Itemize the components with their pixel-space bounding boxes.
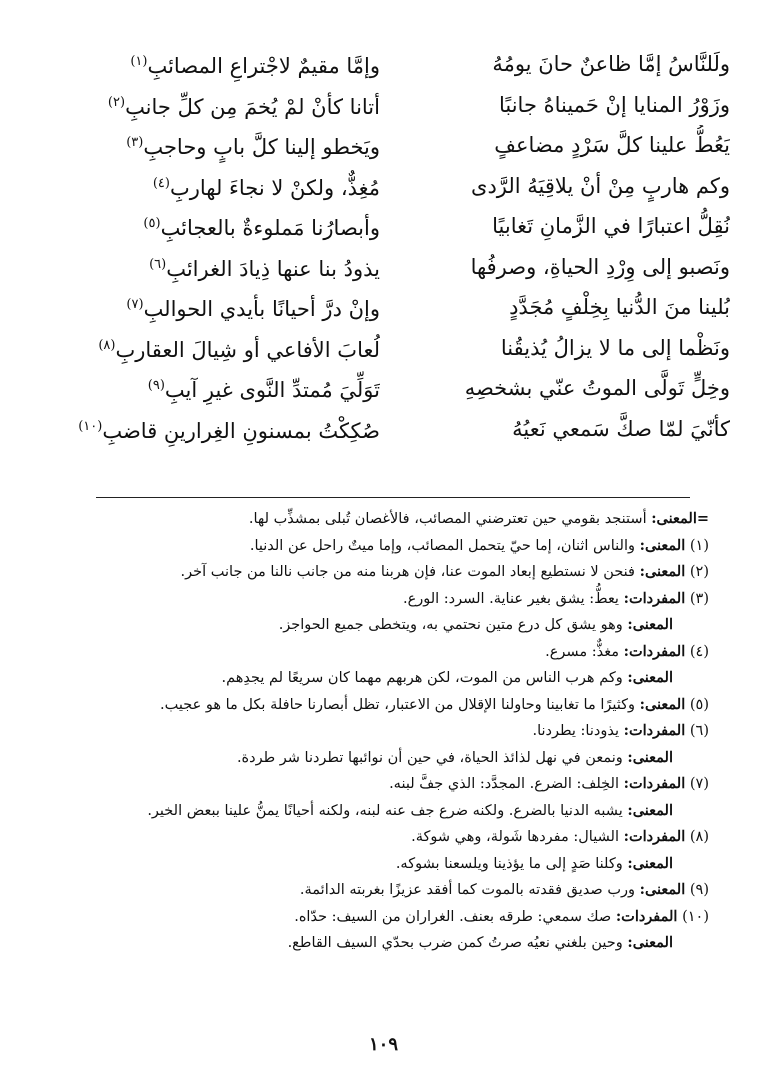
note-text: الخِلف: الضرع. المجدَّد: الذي جفَّ لبنه. (389, 776, 619, 792)
footnote-line (69, 851, 709, 878)
footnote-marker: (٢) (107, 94, 126, 110)
note-text: أستنجد بقومي حين تعترضني المصائب، فالأغصان تُبلى بمشذِّب لها. (248, 511, 647, 527)
footnote-line (69, 586, 709, 613)
poem (60, 44, 730, 449)
verse-second-hemistich (60, 366, 380, 410)
verse-second-hemistich (60, 83, 380, 127)
footnote-line (69, 771, 709, 798)
footnote-marker: (٨) (98, 337, 116, 353)
verse (60, 328, 730, 369)
verse-second-text: ويَخطو إلينا كلَّ بابٍ وحاجبِ (143, 135, 380, 160)
note-label: المفردات: (623, 722, 686, 739)
note-label: المفردات: (623, 589, 686, 607)
note-label: المعنى: (639, 695, 686, 713)
note-label: المفردات: (615, 907, 678, 925)
verse-second-text: مُغِذٌّ، ولكنْ لا نجاءَ لهاربِ (169, 175, 380, 200)
note-text: وكم هرب الناس من الموت، لكن هربهم مهما كان سريعًا لم يجدِهم. (221, 670, 623, 686)
verse (60, 44, 730, 85)
footnote-divider (96, 497, 690, 498)
verse-second-hemistich (60, 326, 380, 370)
note-label: المعنى: (639, 536, 686, 554)
footnote-line (69, 612, 709, 639)
note-label: المعنى: (639, 881, 686, 898)
footnote-line (69, 692, 709, 719)
footnote-line (69, 639, 709, 666)
footnote-marker: (٦) (149, 256, 167, 272)
footnote-marker: (١) (130, 54, 148, 70)
footnote-line (69, 559, 709, 586)
verse-second-hemistich (60, 407, 380, 451)
footnote-line (69, 877, 709, 904)
footnote-line (69, 533, 709, 560)
verse (60, 85, 730, 126)
footnote-line (69, 745, 709, 772)
verse (60, 368, 730, 409)
note-text: والناس اثنان، إما حيّ يتحمل المصائب، وإما ميتٌ راحل عن الدنيا. (249, 537, 635, 554)
note-text: مغذٌّ: مسرع. (545, 643, 619, 660)
verse-second-hemistich (60, 164, 380, 208)
verse (60, 125, 730, 166)
verse-first-hemistich: كأنّيَ لمّا صكَّ سَمعي نَعيُهُ (512, 416, 730, 441)
footnote-marker: (٣) (126, 135, 144, 151)
verse-second-hemistich (60, 285, 380, 329)
verse-second-text: يذودُ بنا عنها ذِيادَ الغرائبِ (166, 256, 380, 281)
verse-first-hemistich: وخِلٍّ تَولَّى الموتُ عنّي بشخصِهِ (464, 376, 730, 401)
note-label: =المعنى: (651, 510, 709, 527)
note-label: المعنى: (627, 801, 673, 819)
note-text: صك سمعي: طرقه بعنف. الغراران من السيف: حدّاه. (294, 908, 612, 925)
footnote-marker: (٤) (152, 175, 170, 191)
note-number: (٤) (689, 643, 709, 660)
footnote-line (69, 506, 709, 533)
note-label: المفردات: (623, 775, 686, 792)
note-text: وكلنا صَدٍ إلى ما يؤذينا ويلسعنا بشوكه. (395, 855, 623, 872)
verse-first-hemistich: وكم هاربٍ مِنْ أنْ يلاقِيَهُ الرَّدى (471, 173, 730, 198)
note-label: المعنى: (627, 854, 673, 872)
note-label: المعنى: (627, 616, 673, 633)
verse-first-hemistich: ونَظْما إلى ما لا يزالُ يُذيقُنا (500, 335, 730, 360)
note-label: المفردات: (623, 642, 686, 660)
note-label: المعنى: (639, 563, 686, 580)
verse (60, 166, 730, 207)
note-number: (٨) (689, 829, 709, 845)
note-text: الشيال: مفردها شَولة، وهي شوكة. (411, 829, 619, 845)
note-text: يشبه الدنيا بالضرع. ولكنه ضرع جف عنه لبنه، ولكنه أحيانًا يمنُّ علينا ببعض الخير. (147, 802, 623, 819)
footnote-line (69, 798, 709, 825)
verse-second-text: تَوَلِّيَ مُمتدِّ النَّوى غيرِ آيبِ (164, 378, 380, 403)
note-number: (٩) (689, 882, 709, 898)
note-text: فنحن لا نستطيع إبعاد الموت عنا، فإن هربنا منه من جانب نالنا من جانب آخر. (180, 564, 635, 580)
verse (60, 409, 730, 450)
footnote-marker: (٧) (126, 297, 144, 313)
note-label: المعنى: (627, 934, 673, 951)
footnote-marker: (١٠) (78, 418, 103, 434)
note-text: يعطُّ: يشق بغير عناية. السرد: الورع. (402, 590, 619, 607)
verse-first-hemistich: نُقِلُّ اعتبارًا في الزَّمانِ تَغابيًا (492, 214, 730, 239)
verse-second-hemistich (60, 245, 380, 289)
note-text: وهو يشق كل درع متين نحتمي به، ويتخطى جميع الحواجز. (278, 617, 623, 633)
note-text: ورب صديق فقدته بالموت كما أفقد عزيزًا بغربته الدائمة. (299, 882, 635, 898)
verse-first-hemistich: بُلينا منَ الدُّنيا بِخِلْفٍ مُجَدَّدٍ (509, 295, 730, 320)
note-number: (٣) (689, 590, 709, 607)
verse-second-text: وإمَّا مقيمٌ لاجْتراعِ المصائبِ (147, 54, 380, 79)
verse-second-text: وإنْ درَّ أحيانًا بأيدي الحوالبِ (143, 297, 380, 322)
verse-first-hemistich: وزَوْرُ المنايا إنْ حَميناهُ جانبًا (498, 92, 730, 117)
verse-second-hemistich (60, 123, 380, 167)
verse-second-text: أتانا كأنْ لمْ يُخمَ مِن كلِّ جانبِ (125, 94, 380, 119)
verse (60, 287, 730, 328)
footnote-line (69, 665, 709, 692)
note-text: ونمعن في نهل لذائذ الحياة، في حين أن نوائبها تطردنا شر طردة. (236, 749, 623, 766)
note-text: وكثيرًا ما تغابينا وحاولنا الإقلال من الاعتبار، تظل أبصارنا حافلة بكل ما هو عجيب. (160, 696, 635, 713)
note-number: (٢) (689, 564, 709, 580)
note-number: (٦) (689, 723, 709, 739)
footnotes (69, 506, 709, 957)
note-text: وحين بلغني نعيُه صرتُ كمن ضرب بحدّي السيف القاطع. (287, 935, 623, 951)
note-number: (١) (689, 537, 709, 554)
verse-second-hemistich (60, 42, 380, 86)
verse-second-text: لُعابَ الأفاعي أو شِيالَ العقاربِ (115, 337, 380, 362)
footnote-line (69, 930, 709, 957)
footnote-marker: (٥) (143, 216, 161, 232)
note-label: المعنى: (627, 748, 673, 766)
verse-first-hemistich: يَعُطُّ علينا كلَّ سَرْدٍ مضاعفٍ (494, 133, 730, 158)
note-label: المعنى: (627, 669, 673, 686)
verse-second-text: وأبصارُنا مَملوءةٌ بالعجائبِ (160, 216, 380, 241)
note-text: يذودنا: يطردنا. (532, 723, 619, 739)
verse-second-text: صُكِكْتُ بمسنونِ الغِرارينِ قاضبِ (102, 418, 380, 443)
verse-second-hemistich (60, 204, 380, 248)
verse-first-hemistich: ولَلنَّاسُ إمَّا ظاعنٌ حانَ يومُهُ (492, 52, 730, 77)
footnote-line (69, 904, 709, 931)
verse (60, 206, 730, 247)
note-label: المفردات: (623, 828, 686, 845)
note-number: (١٠) (682, 908, 709, 925)
verse-first-hemistich: ونَصبو إلى وِرْدِ الحياةِ، وصرفُها (470, 254, 730, 279)
note-number: (٧) (689, 776, 709, 792)
note-number: (٥) (689, 696, 709, 713)
footnote-line (69, 718, 709, 745)
footnote-line (69, 824, 709, 851)
verse (60, 247, 730, 288)
page-number: ١٠٩ (368, 1034, 398, 1055)
footnote-marker: (٩) (147, 378, 165, 394)
